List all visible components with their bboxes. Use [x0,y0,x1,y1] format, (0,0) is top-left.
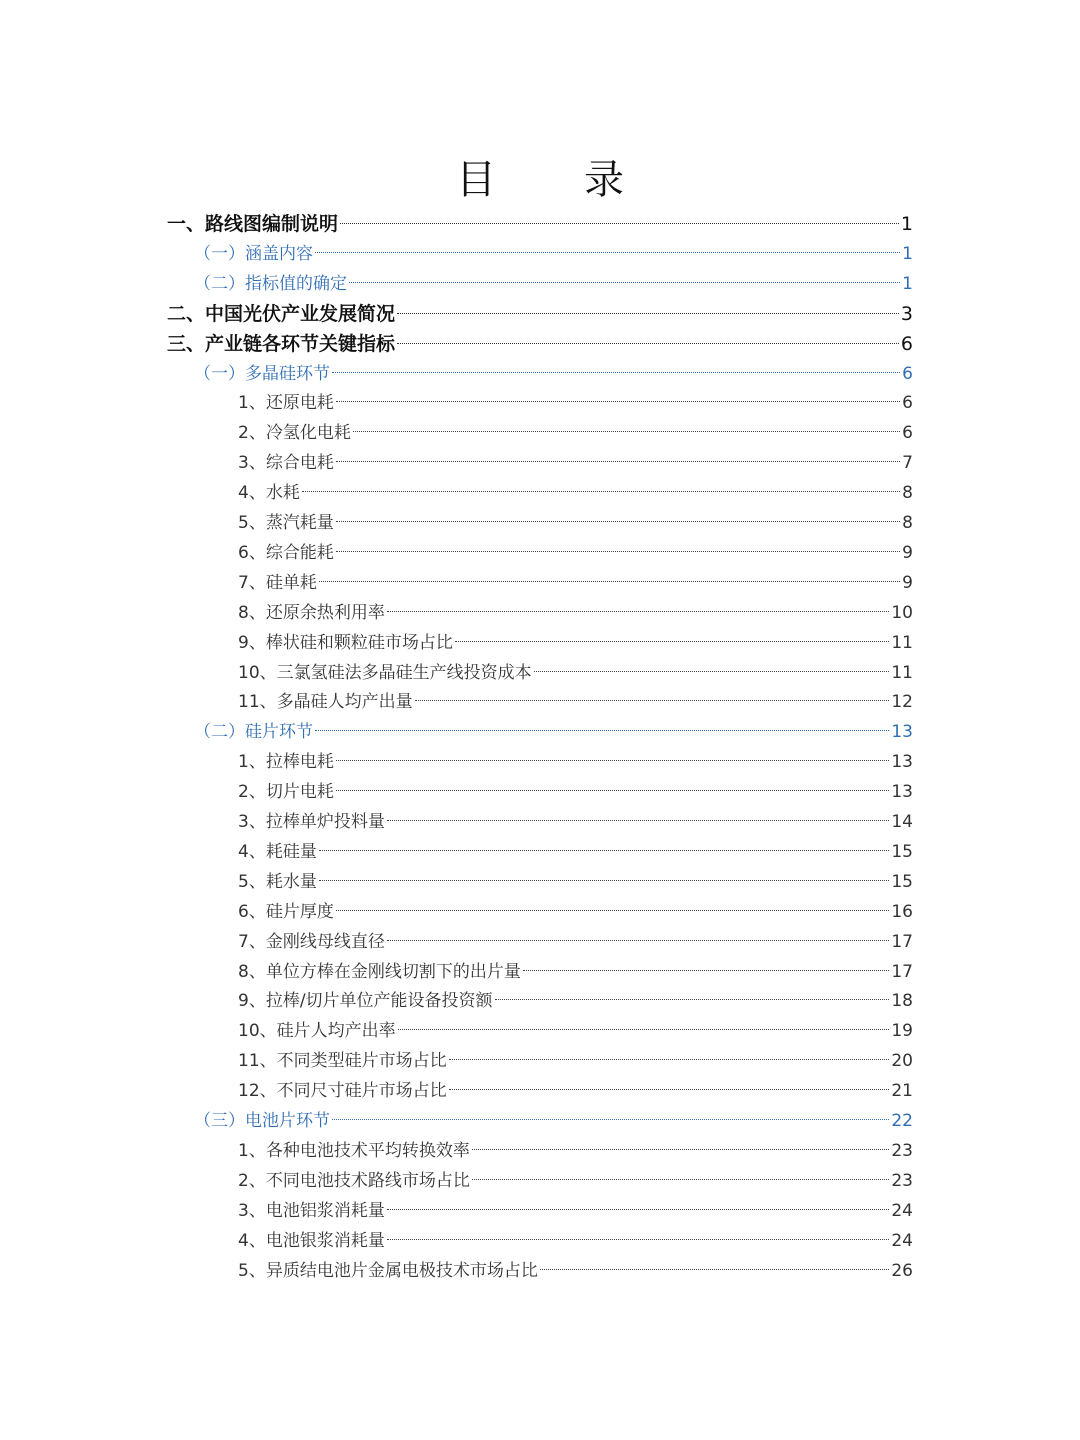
toc-item[interactable] [238,658,913,688]
dot-leader [319,880,890,881]
toc-entry-label: 1、各种电池技术平均转换效率 [238,1141,470,1161]
dot-leader [332,1119,889,1120]
dot-leader [449,1089,890,1090]
toc-entry-label: 7、金刚线母线直径 [238,932,385,952]
toc-item[interactable] [238,598,913,628]
toc-entry-label: 10、硅片人均产出率 [238,1021,396,1041]
dot-leader [449,1059,890,1060]
dot-leader [523,970,890,971]
toc-page-number: 11 [891,663,913,683]
dot-leader [415,700,890,701]
dot-leader [340,223,899,224]
dot-leader [387,820,890,821]
toc-item[interactable] [238,448,913,478]
toc-page-number: 13 [891,752,913,772]
dot-leader [387,1239,890,1240]
toc-page-number: 1 [900,213,913,235]
toc-entry-label: （一）多晶硅环节 [194,364,330,384]
toc-page-number: 3 [900,303,913,325]
toc-chapter[interactable] [167,209,913,239]
toc-item[interactable] [238,687,913,717]
dot-leader [495,999,890,1000]
toc-entry-label: 10、三氯氢硅法多晶硅生产线投资成本 [238,663,532,683]
toc-page-number: 14 [891,812,913,832]
dot-leader [319,850,890,851]
toc-entry-label: 4、电池银浆消耗量 [238,1231,385,1251]
toc-title: 目 录 [456,157,648,203]
toc-entry-label: 11、不同类型硅片市场占比 [238,1051,447,1071]
dot-leader [534,671,890,672]
toc-page-number: 23 [891,1171,913,1191]
toc-item[interactable] [238,986,913,1016]
toc-item[interactable] [238,957,913,987]
toc-item[interactable] [238,568,913,598]
dot-leader [336,790,890,791]
toc-chapter[interactable] [167,329,913,359]
toc-entry-label: 三、产业链各环节关键指标 [167,333,396,355]
toc-entry-label: 二、中国光伏产业发展简况 [167,303,396,325]
toc-page-number: 22 [891,1111,913,1131]
toc-entry-label: 4、水耗 [238,483,300,503]
toc-page-number: 7 [902,453,913,473]
toc-item[interactable] [238,897,913,927]
dot-leader [336,401,900,402]
dot-leader [336,551,900,552]
dot-leader [336,521,900,522]
toc-section[interactable] [194,359,913,389]
toc-entry-label: 3、电池铝浆消耗量 [238,1201,385,1221]
toc-item[interactable] [238,1256,913,1286]
toc-item[interactable] [238,777,913,807]
toc-page-number: 10 [891,603,913,623]
dot-leader [315,252,900,253]
dot-leader [353,431,900,432]
dot-leader [540,1269,890,1270]
toc-entry-label: 5、蒸汽耗量 [238,513,334,533]
toc-page-number: 20 [891,1051,913,1071]
toc-page-number: 15 [891,872,913,892]
toc-item[interactable] [238,478,913,508]
dot-leader [455,641,890,642]
toc-item[interactable] [238,927,913,957]
toc-entry-label: 2、切片电耗 [238,782,334,802]
dot-leader [387,1209,890,1210]
toc-entry-label: 6、硅片厚度 [238,902,334,922]
toc-page-number: 13 [891,722,913,742]
toc-chapter[interactable] [167,299,913,329]
dot-leader [332,372,900,373]
dot-leader [397,343,899,344]
toc-page-number: 17 [891,932,913,952]
toc-page-number: 1 [902,274,913,294]
toc-page-number: 17 [891,962,913,982]
toc-entry-label: 5、异质结电池片金属电极技术市场占比 [238,1261,538,1281]
toc-entry-label: 12、不同尺寸硅片市场占比 [238,1081,447,1101]
toc-item[interactable] [238,1016,913,1046]
toc-page-number: 9 [902,573,913,593]
toc-entry-label: 7、硅单耗 [238,573,317,593]
toc-section[interactable] [194,1106,913,1136]
toc-item[interactable] [238,1166,913,1196]
dot-leader [472,1149,890,1150]
toc-page-number: 1 [902,244,913,264]
toc-page-number: 26 [891,1261,913,1281]
toc-entry-label: 1、拉棒电耗 [238,752,334,772]
toc-page-number: 13 [891,782,913,802]
dot-leader [472,1179,890,1180]
toc-page-number: 12 [891,692,913,712]
toc-item[interactable] [238,1076,913,1106]
dot-leader [349,282,900,283]
toc-entry-label: （二）硅片环节 [194,722,313,742]
toc-page-number: 6 [900,333,913,355]
toc-entry-label: 8、还原余热利用率 [238,603,385,623]
toc-entry-label: 一、路线图编制说明 [167,213,339,235]
toc-page-number: 9 [902,543,913,563]
dot-leader [336,760,890,761]
toc-item[interactable] [238,628,913,658]
dot-leader [336,910,890,911]
toc-page-number: 19 [891,1021,913,1041]
toc-page-number: 24 [891,1231,913,1251]
toc-page-number: 15 [891,842,913,862]
toc-entry-label: 1、还原电耗 [238,393,334,413]
toc-entry-label: 4、耗硅量 [238,842,317,862]
toc-entry-label: （二）指标值的确定 [194,274,347,294]
toc-page-number: 23 [891,1141,913,1161]
dot-leader [387,940,890,941]
dot-leader [302,491,900,492]
dot-leader [315,730,889,731]
toc-page-number: 6 [902,364,913,384]
toc-item[interactable] [238,807,913,837]
toc-item[interactable] [238,1136,913,1166]
toc-item[interactable] [238,538,913,568]
toc-entry-label: 3、综合电耗 [238,453,334,473]
dot-leader [319,581,900,582]
toc-item[interactable] [238,837,913,867]
toc-page-number: 21 [891,1081,913,1101]
toc-item[interactable] [238,867,913,897]
toc-page-number: 6 [902,393,913,413]
toc-entry-label: 2、不同电池技术路线市场占比 [238,1171,470,1191]
toc-page-number: 8 [902,483,913,503]
dot-leader [387,611,890,612]
toc-entry-label: 11、多晶硅人均产出量 [238,692,413,712]
dot-leader [336,461,900,462]
toc-page-number: 8 [902,513,913,533]
toc-entry-label: 8、单位方棒在金刚线切割下的出片量 [238,962,521,982]
toc-entry-label: 9、拉棒/切片单位产能设备投资额 [238,991,493,1011]
toc-page-number: 18 [891,991,913,1011]
toc-page-number: 24 [891,1201,913,1221]
toc-item[interactable] [238,508,913,538]
toc-entry-label: 6、综合能耗 [238,543,334,563]
toc-entry-label: 3、拉棒单炉投料量 [238,812,385,832]
toc-section[interactable] [194,717,913,747]
toc-item[interactable] [238,1046,913,1076]
toc-entry-label: 9、棒状硅和颗粒硅市场占比 [238,633,453,653]
toc-item[interactable] [238,747,913,777]
toc-page-number: 11 [891,633,913,653]
toc-page-number: 16 [891,902,913,922]
toc-section[interactable] [194,269,913,299]
toc-item[interactable] [238,418,913,448]
toc-item[interactable] [238,1196,913,1226]
toc-page-number: 6 [902,423,913,443]
toc-entry-label: （一）涵盖内容 [194,244,313,264]
dot-leader [397,313,899,314]
toc-entry-label: 2、冷氢化电耗 [238,423,351,443]
toc-entry-label: 5、耗水量 [238,872,317,892]
toc-item[interactable] [238,1226,913,1256]
toc-item[interactable] [238,388,913,418]
toc-section[interactable] [194,239,913,269]
toc-entry-label: （三）电池片环节 [194,1111,330,1131]
dot-leader [398,1029,890,1030]
